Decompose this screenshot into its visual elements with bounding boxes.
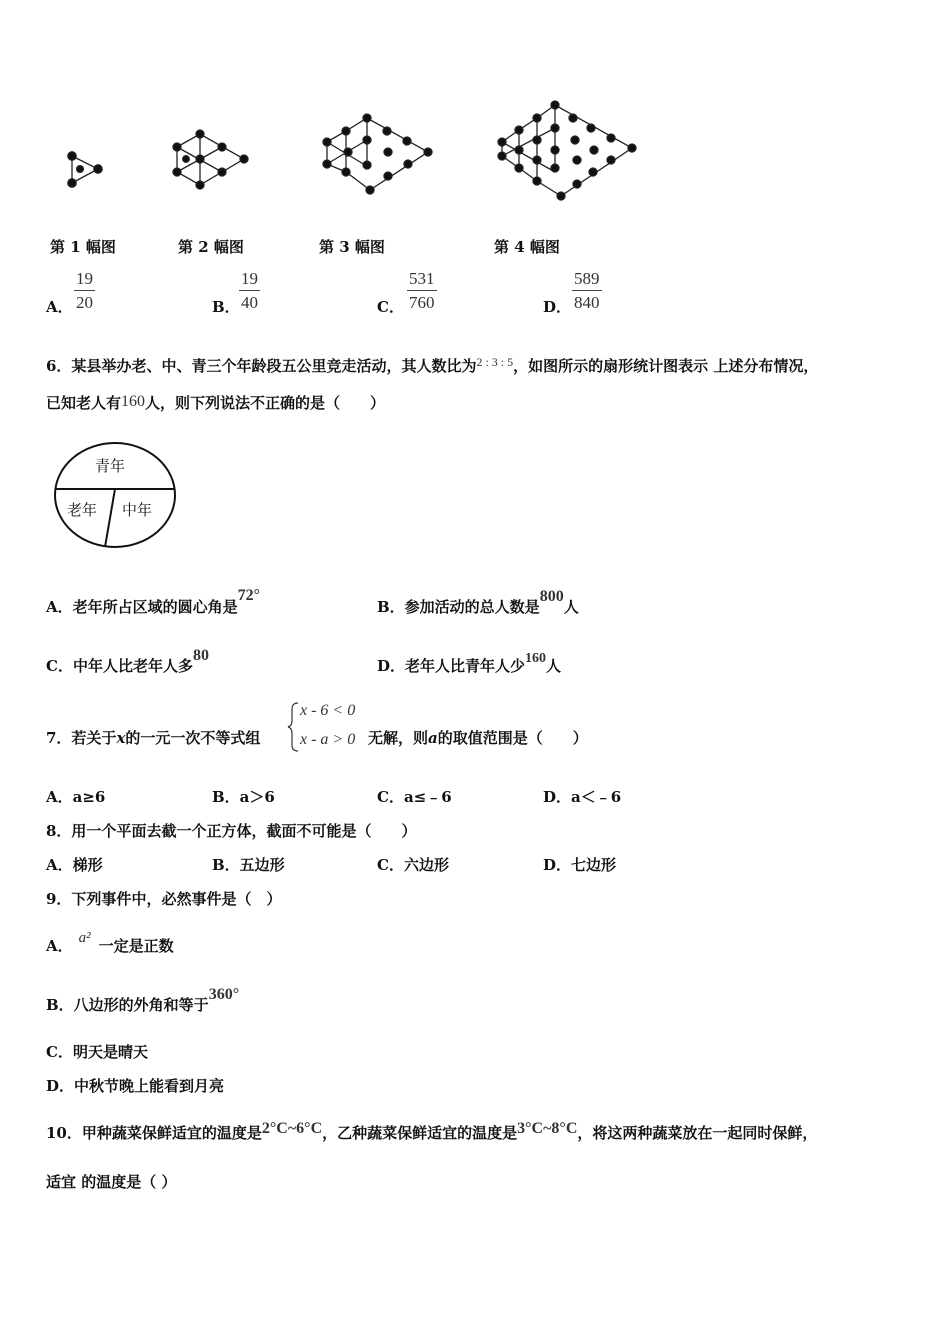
q10-text-b: ，乙种蔬菜保鲜适宜的温度是 (322, 1124, 518, 1142)
denominator: 40 (241, 293, 258, 312)
q6-option-d (377, 651, 562, 676)
q10-stem-line1 (46, 1122, 817, 1143)
q9-option-a-math: a² (78, 930, 91, 946)
q6-option-d-suffix: 人 (546, 657, 562, 675)
q8-option-b: B．五边形 (212, 856, 285, 874)
dot-figures (0, 0, 950, 220)
q7-var-x: x (116, 729, 126, 747)
q6-option-b-text: B．参加活动的总人数是 (377, 598, 540, 616)
q5-option-d-letter: D． (543, 298, 572, 316)
q7-system-line2: x - a > 0 (300, 731, 356, 748)
q6-option-d-math: 160 (525, 651, 547, 666)
numerator: 531 (407, 270, 437, 291)
figure-2-label: 第 2 幅图 (178, 238, 244, 256)
figure-4-label: 第 4 幅图 (494, 238, 560, 256)
q6-text-c: 已知老人有 (46, 394, 122, 412)
q6-option-c-text: C．中年人比老年人多 (46, 657, 193, 675)
q7-text-b: 的一元一次不等式组 (125, 729, 261, 747)
q7-text-c: 无解，则 (368, 729, 429, 747)
q6-ratio: 2 : 3 : 5 (476, 355, 514, 369)
q7-option-c: C．a≤﹣6 (377, 788, 452, 806)
q6-option-c-math: 80 (192, 647, 209, 664)
q6-option-a-text: A．老年所占区域的圆心角是 (46, 598, 238, 616)
q7-option-d: D．a＜﹣6 (543, 788, 622, 806)
q6-text-d: 人，则下列说法不正确的是（ ） (145, 394, 386, 412)
q9-option-b-math: 360° (208, 986, 240, 1003)
pie-divider-vertical (105, 489, 115, 547)
q7-option-a: A．a≥6 (46, 788, 106, 806)
pie-label-youth: 青年 (95, 457, 126, 475)
q8-option-a: A．梯形 (46, 856, 103, 874)
q9-option-c: C．明天是晴天 (46, 1043, 148, 1061)
q9-option-a-text: 一定是正数 (98, 937, 174, 955)
figure-3-graphic (323, 114, 432, 194)
q10-temp-1: 2°C~6°C (261, 1120, 323, 1137)
numerator: 19 (239, 270, 260, 291)
figure-3-label: 第 3 幅图 (319, 238, 385, 256)
q5-option-b-fraction (239, 270, 260, 312)
q9-option-b (46, 986, 240, 1015)
figure-1-label: 第 1 幅图 (50, 238, 116, 256)
numerator: 589 (572, 270, 602, 291)
q5-option-c-fraction (407, 270, 437, 312)
numerator: 19 (74, 270, 95, 291)
q6-option-c (46, 647, 209, 676)
denominator: 840 (574, 293, 600, 312)
q10-temp-2: 3°C~8°C (517, 1120, 578, 1137)
q7-text-a: 7．若关于 (46, 729, 117, 747)
denominator: 760 (409, 293, 435, 312)
q5-option-a-letter: A． (46, 298, 73, 316)
q7-stem-part2 (368, 727, 588, 748)
q6-number: 160 (121, 393, 146, 410)
q7-stem-part1 (46, 727, 260, 748)
figure-4-graphic (498, 101, 636, 200)
q6-option-b-suffix: 人 (563, 598, 579, 616)
q8-option-c: C．六边形 (377, 856, 449, 874)
q7-var-a: a (428, 729, 438, 747)
denominator: 20 (76, 293, 93, 312)
q6-option-a (46, 587, 261, 617)
q6-text-b: ，如图所示的扇形统计图表示 上述分布情况， (513, 357, 819, 375)
q8-stem: 8．用一个平面去截一个正方体，截面不可能是（ ） (46, 822, 417, 840)
figure-1-graphic (68, 152, 102, 187)
q7-system-brace (288, 701, 300, 753)
q8-option-d: D．七边形 (543, 856, 617, 874)
q9-option-d: D．中秋节晚上能看到月亮 (46, 1077, 225, 1095)
q7-option-b: B．a＞6 (212, 788, 275, 806)
q6-option-b (377, 588, 579, 617)
q6-stem-line1 (46, 355, 818, 376)
q10-text-c: ，将这两种蔬菜放在一起同时保鲜， (577, 1124, 818, 1142)
q9-option-a-letter: A． (46, 937, 73, 955)
q5-option-c-letter: C． (377, 298, 404, 316)
q7-text-d: 的取值范围是（ ） (437, 729, 588, 747)
q6-text-a: 6．某县举办老、中、青三个年龄段五公里竞走活动，其人数比为 (46, 357, 477, 375)
q10-text-a: 10．甲种蔬菜保鲜适宜的温度是 (46, 1124, 262, 1142)
q6-option-a-math: 72° (237, 587, 261, 604)
q6-option-d-text: D．老年人比青年人少 (377, 657, 526, 675)
q9-option-a (46, 930, 174, 956)
q6-stem-line2 (46, 392, 385, 413)
q6-option-b-math: 800 (539, 588, 564, 605)
pie-label-elderly: 老年 (67, 501, 98, 519)
q9-option-b-text: B．八边形的外角和等于 (46, 996, 209, 1014)
q9-stem: 9．下列事件中，必然事件是（ ） (46, 890, 282, 908)
q5-option-a-fraction (74, 270, 95, 312)
q7-system-line1: x - 6 < 0 (300, 702, 356, 719)
q10-stem-line2: 适宜 的温度是（ ） (46, 1173, 177, 1191)
figure-2-graphic (173, 130, 248, 189)
q5-option-b-letter: B． (212, 298, 240, 316)
pie-label-middle: 中年 (122, 501, 153, 519)
q5-option-d-fraction (572, 270, 602, 312)
